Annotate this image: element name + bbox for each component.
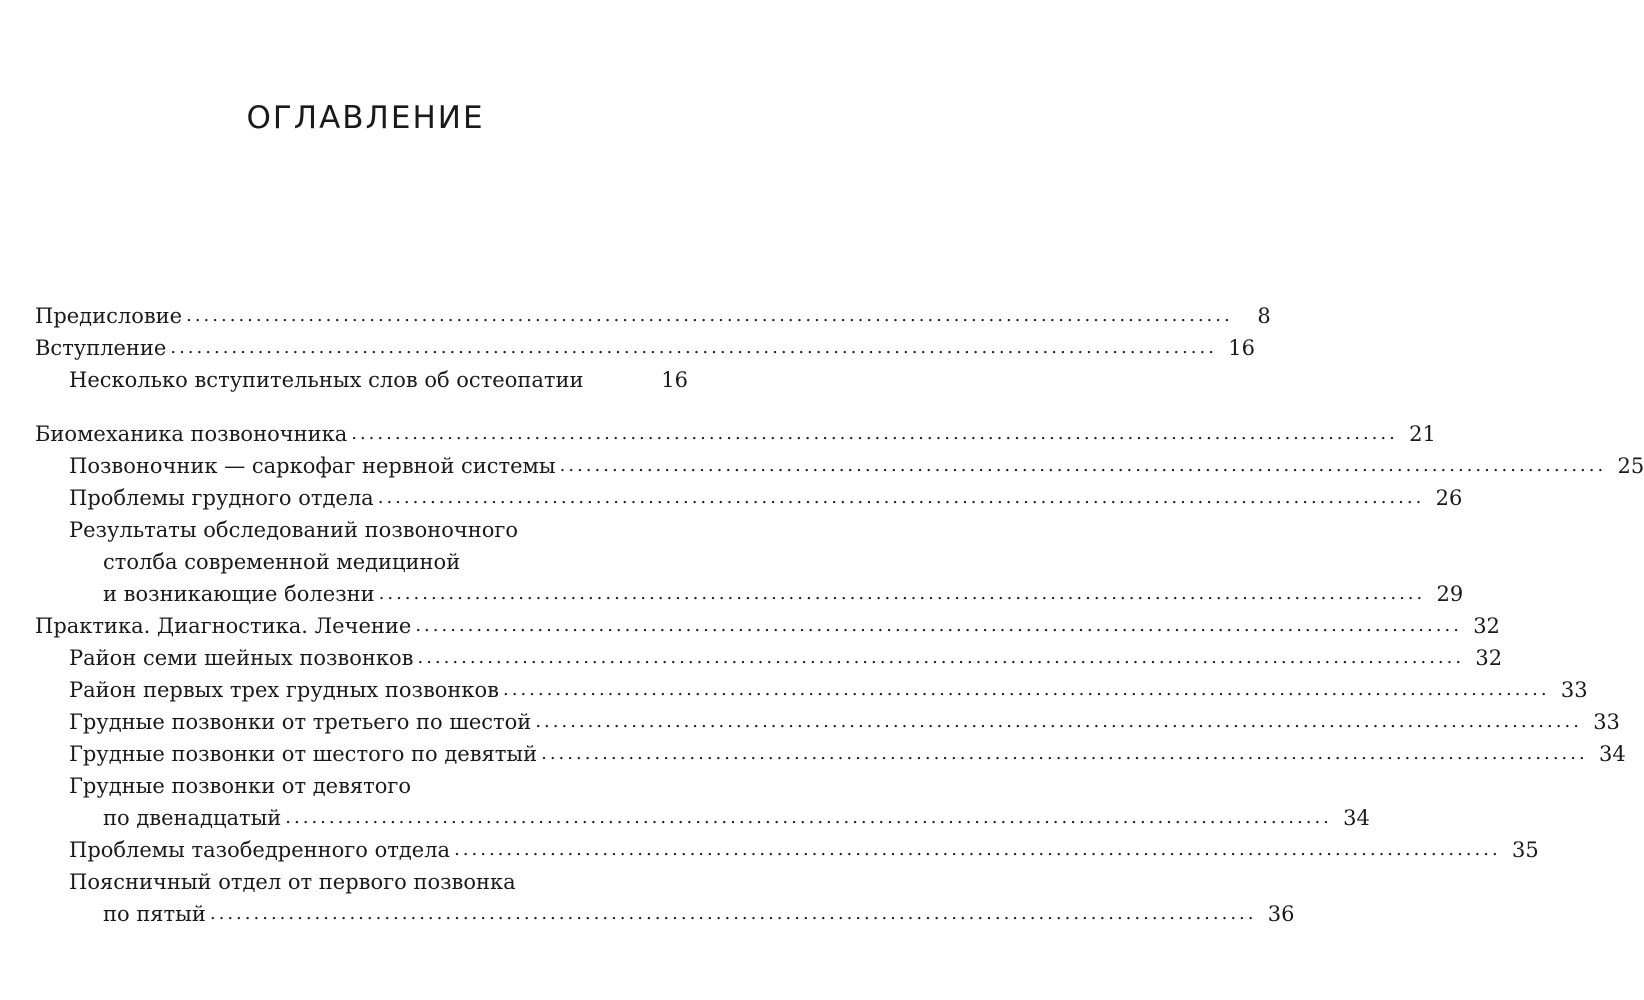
table-of-contents bbox=[35, 300, 1644, 930]
toc-page-number: 36 bbox=[1267, 902, 1295, 926]
toc-entry-practice-sub5-line1[interactable]: Грудные позвонки от девятого bbox=[69, 774, 412, 798]
toc-entry-practice-sub3[interactable] bbox=[35, 706, 1620, 738]
toc-entry-practice[interactable] bbox=[35, 610, 1500, 642]
toc-page-number: 21 bbox=[1409, 422, 1436, 446]
dot-leader: ........................................................................................................................ bbox=[186, 305, 1233, 326]
dot-leader: ........................................................................................................................ bbox=[541, 743, 1588, 764]
dot-leader: ........................................................................................................................ bbox=[417, 647, 1465, 668]
toc-entry-preface[interactable] bbox=[35, 300, 1271, 332]
toc-entry-intro-sub[interactable] bbox=[35, 364, 688, 396]
dot-leader: ........................................................................................................................ bbox=[454, 839, 1501, 860]
dot-leader: ........................................................................................................................ bbox=[503, 679, 1550, 700]
toc-entry-title: Несколько вступительных слов об остеопатии bbox=[69, 368, 584, 392]
toc-entry-title: по двенадцатый bbox=[103, 806, 282, 830]
toc-entry-intro[interactable] bbox=[35, 332, 1255, 364]
toc-page-number: 34 bbox=[1343, 806, 1370, 830]
page-title: ОГЛАВЛЕНИЕ bbox=[246, 100, 485, 136]
dot-leader: ........................................................................................................................ bbox=[535, 711, 1582, 732]
toc-page-number: 35 bbox=[1511, 838, 1539, 862]
toc-entry-practice-sub7[interactable] bbox=[35, 898, 1295, 930]
toc-entry-biomechanics[interactable] bbox=[35, 418, 1436, 450]
toc-entry-title: Позвоночник — саркофаг нервной системы bbox=[69, 454, 556, 478]
dot-leader: ........................................................................................................................ bbox=[170, 337, 1217, 358]
toc-entry-biomechanics-sub3-line1[interactable]: Результаты обследований позвоночного bbox=[69, 518, 519, 542]
toc-page-number: 33 bbox=[1560, 678, 1588, 702]
toc-entry-practice-sub4[interactable] bbox=[35, 738, 1626, 770]
toc-entry-title: Предисловие bbox=[35, 304, 183, 328]
toc-entry-title: Грудные позвонки от шестого по девятый bbox=[69, 742, 538, 766]
toc-page-number: 34 bbox=[1598, 742, 1626, 766]
dot-leader: ........................................................................................................................ bbox=[285, 807, 1332, 828]
toc-page-number: 26 bbox=[1435, 486, 1463, 510]
toc-entry-biomechanics-sub1[interactable] bbox=[35, 450, 1644, 482]
toc-entry-practice-sub7-line1[interactable]: Поясничный отдел от первого позвонка bbox=[69, 870, 516, 894]
section-gap bbox=[35, 396, 688, 418]
toc-entry-biomechanics-sub3-line2[interactable]: столба современной медициной bbox=[103, 550, 461, 574]
toc-page-number: 33 bbox=[1593, 710, 1620, 734]
toc-entry-practice-sub5[interactable] bbox=[35, 802, 1370, 834]
dot-leader: ........................................................................................................................ bbox=[415, 615, 1462, 636]
toc-entry-title: Проблемы грудного отдела bbox=[69, 486, 374, 510]
toc-page-number: 25 bbox=[1617, 454, 1644, 478]
toc-entry-title: и возникающие болезни bbox=[103, 582, 375, 606]
toc-page-number: 29 bbox=[1436, 582, 1464, 606]
dot-leader: ........................................................................................................................ bbox=[209, 903, 1257, 924]
toc-entry-title: Вступление bbox=[35, 336, 167, 360]
toc-entry-title: по пятый bbox=[103, 902, 206, 926]
dot-leader: ........................................................................................................................ bbox=[559, 455, 1607, 476]
toc-entry-practice-sub2[interactable] bbox=[35, 674, 1588, 706]
toc-page-number: 16 bbox=[661, 368, 688, 392]
dot-leader: ........................................................................................................................ bbox=[377, 487, 1425, 508]
toc-page-number: 32 bbox=[1475, 646, 1503, 670]
dot-leader: ........................................................................................................................ bbox=[351, 423, 1398, 444]
toc-entry-title: Проблемы тазобедренного отдела bbox=[69, 838, 451, 862]
toc-entry-biomechanics-sub2[interactable] bbox=[35, 482, 1463, 514]
toc-entry-title: Грудные позвонки от третьего по шестой bbox=[69, 710, 532, 734]
toc-page-number: 32 bbox=[1473, 614, 1500, 638]
toc-entry-title: Биомеханика позвоночника bbox=[35, 422, 348, 446]
toc-entry-title: Район семи шейных позвонков bbox=[69, 646, 414, 670]
toc-entry-practice-sub6[interactable] bbox=[35, 834, 1539, 866]
toc-entry-practice-sub1[interactable] bbox=[35, 642, 1503, 674]
toc-page-number: 16 bbox=[1228, 336, 1255, 360]
toc-entry-title: Район первых трех грудных позвонков bbox=[69, 678, 499, 702]
dot-leader: ........................................................................................................................ bbox=[378, 583, 1426, 604]
toc-entry-biomechanics-sub3[interactable] bbox=[35, 578, 1464, 610]
toc-entry-title: Практика. Диагностика. Лечение bbox=[35, 614, 412, 638]
toc-page-number: 8 bbox=[1257, 304, 1271, 328]
